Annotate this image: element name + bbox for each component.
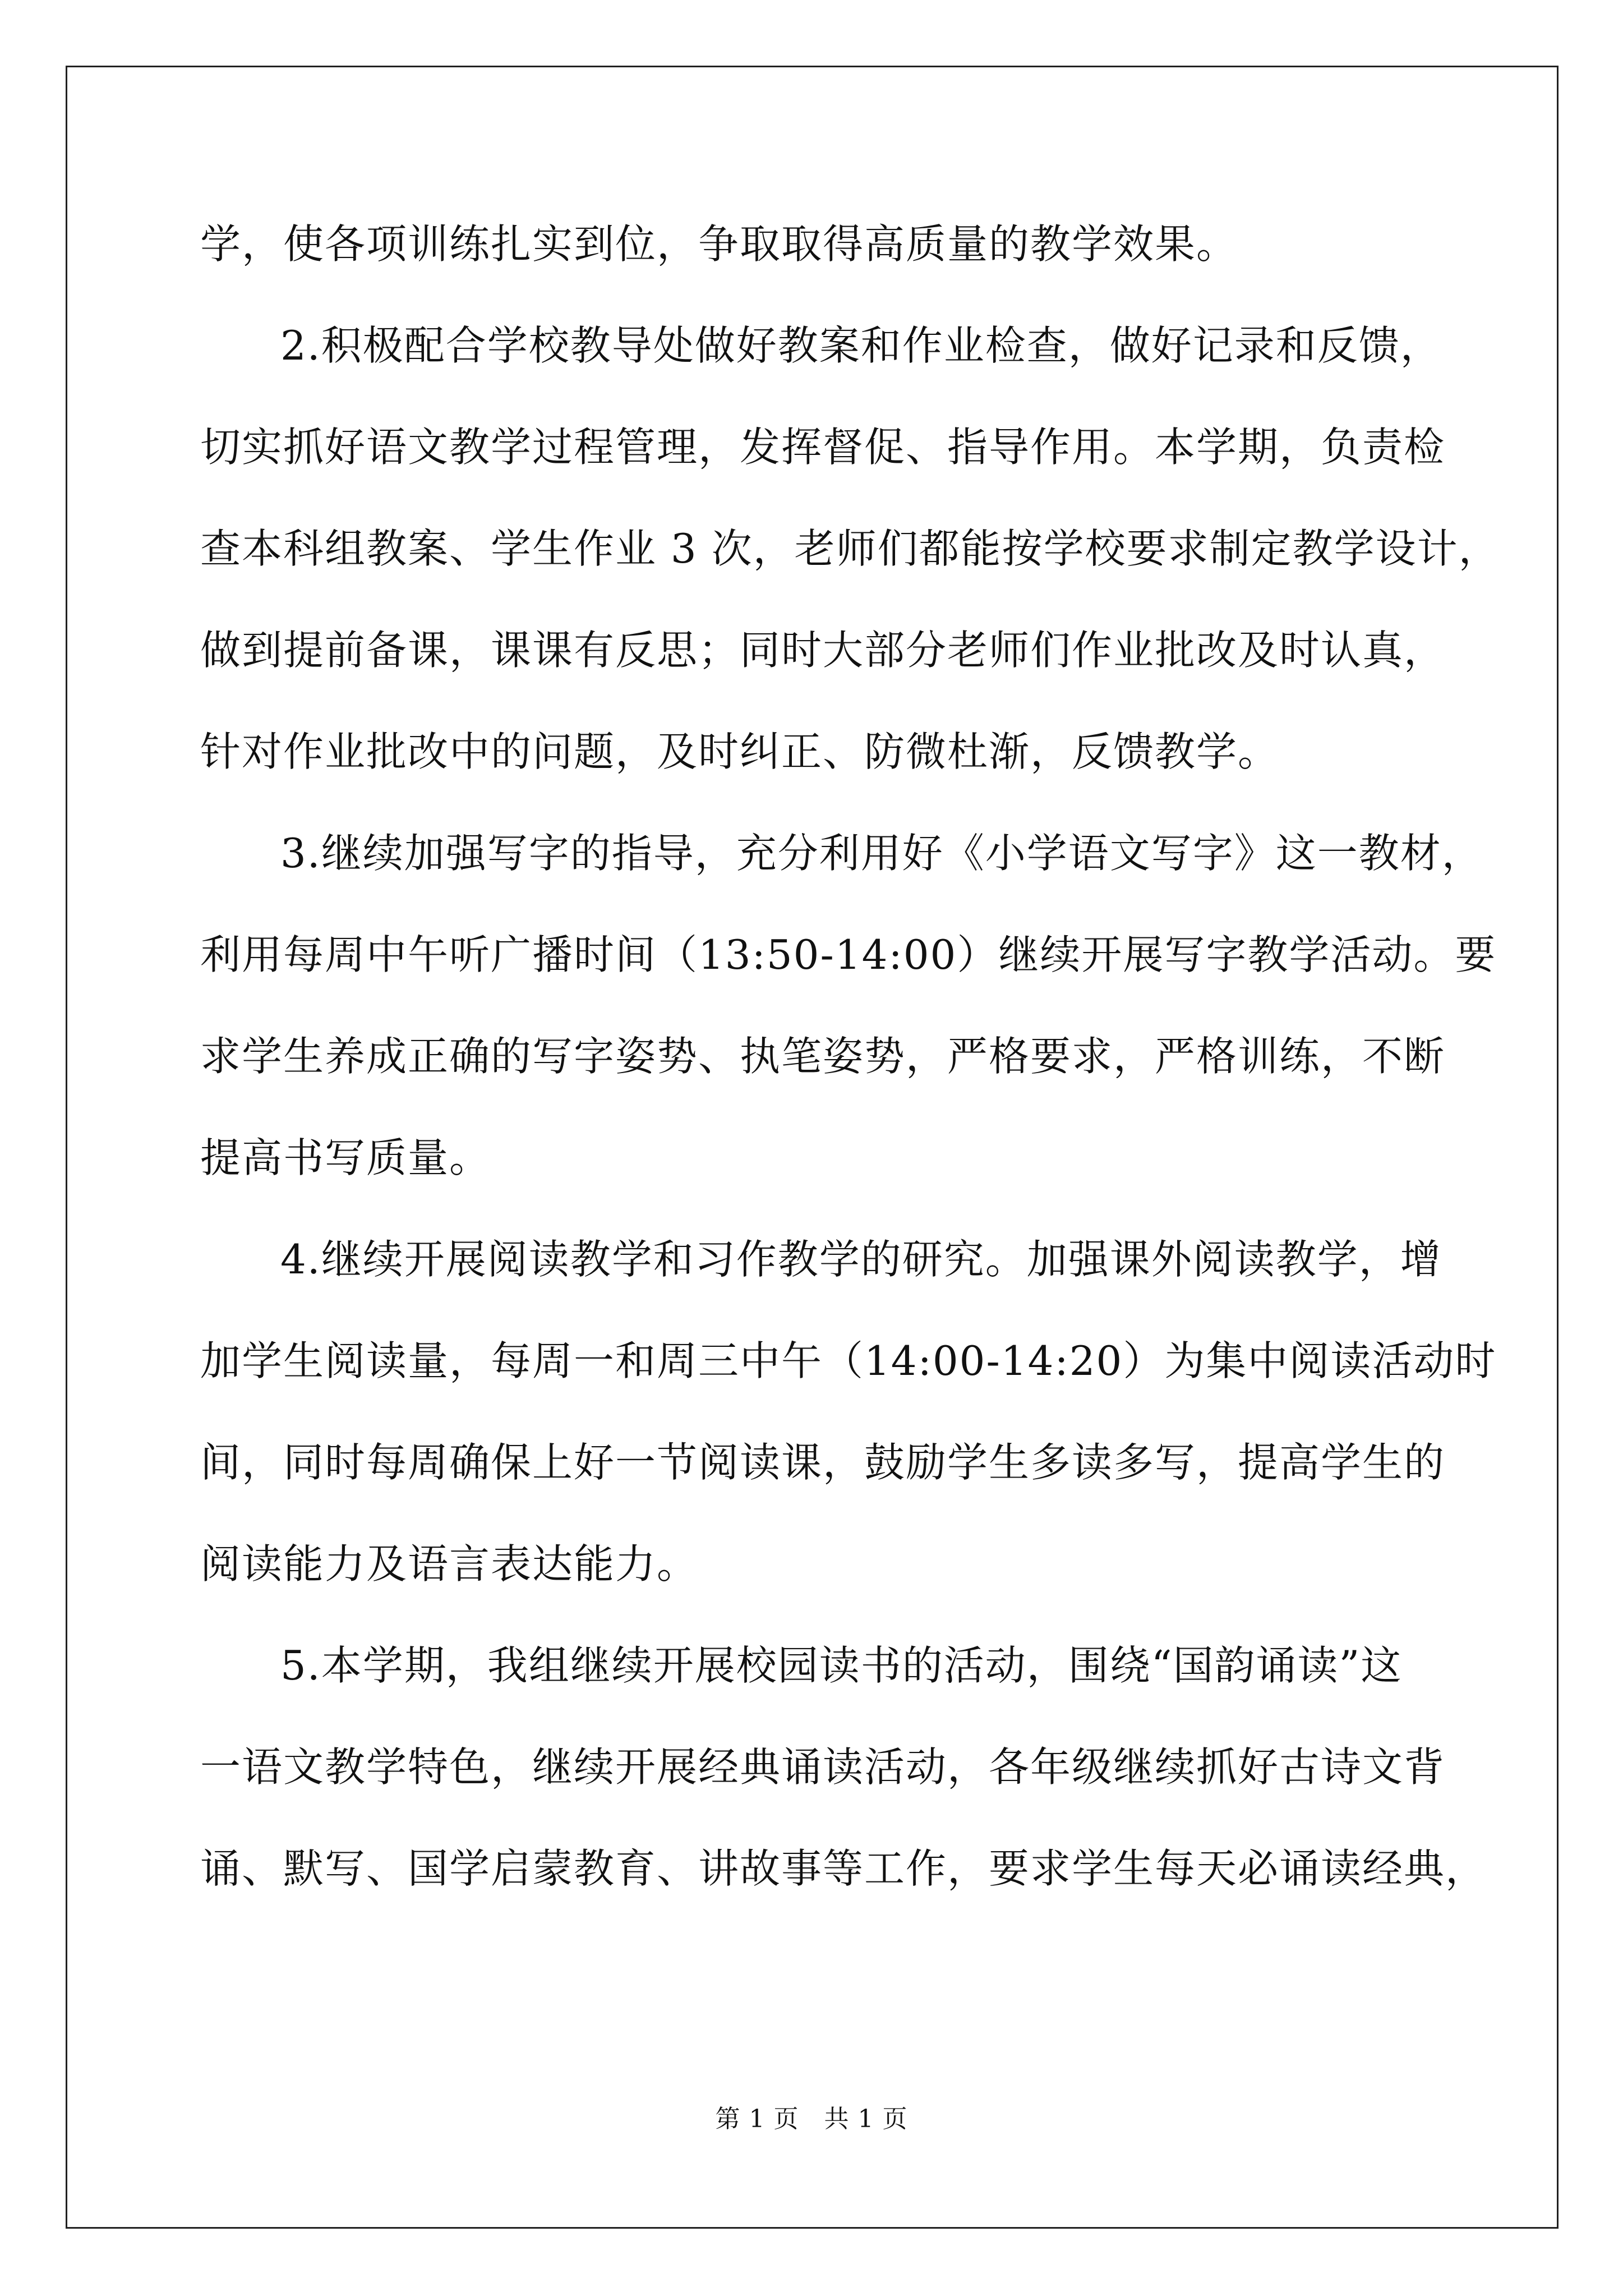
text-line: 一语文教学特色，继续开展经典诵读活动，各年级继续抓好古诗文背 xyxy=(200,1743,1446,1791)
text-line: 3.继续加强写字的指导，充分利用好《小学语文写字》这一教材， xyxy=(280,830,1483,877)
text-line: 诵、默写、国学启蒙教育、讲故事等工作，要求学生每天必诵读经典， xyxy=(200,1845,1487,1892)
text-line: 5.本学期，我组继续开展校园读书的活动，围绕“国韵诵读”这 xyxy=(280,1642,1403,1689)
text-line: 阅读能力及语言表达能力。 xyxy=(200,1540,699,1588)
page-number-footer: 第 1 页 共 1 页 xyxy=(715,2105,908,2133)
text-line: 求学生养成正确的写字姿势、执笔姿势，严格要求，严格训练，不断 xyxy=(200,1033,1446,1080)
text-line: 学，使各项训练扎实到位，争取取得高质量的教学效果。 xyxy=(200,220,1238,268)
text-line: 加学生阅读量，每周一和周三中午（14:00-14:20）为集中阅读活动时 xyxy=(200,1337,1497,1384)
text-line: 4.继续开展阅读教学和习作教学的研究。加强课外阅读教学，增 xyxy=(280,1236,1442,1283)
text-line: 做到提前备课，课课有反思；同时大部分老师们作业批改及时认真， xyxy=(200,627,1446,674)
text-line: 查本科组教案、学生作业 3 次，老师们都能按学校要求制定教学设计， xyxy=(200,525,1500,572)
text-line: 针对作业批改中的问题，及时纠正、防微杜渐，反馈教学。 xyxy=(200,728,1280,775)
text-line: 间，同时每周确保上好一节阅读课，鼓励学生多读多写，提高学生的 xyxy=(200,1439,1446,1486)
text-line: 切实抓好语文教学过程管理，发挥督促、指导作用。本学期，负责检 xyxy=(200,424,1446,471)
text-line: 提高书写质量。 xyxy=(200,1134,491,1181)
text-line: 利用每周中午听广播时间（13:50-14:00）继续开展写字教学活动。要 xyxy=(200,931,1497,978)
text-line: 2.积极配合学校教导处做好教案和作业检查，做好记录和反馈， xyxy=(280,322,1442,369)
